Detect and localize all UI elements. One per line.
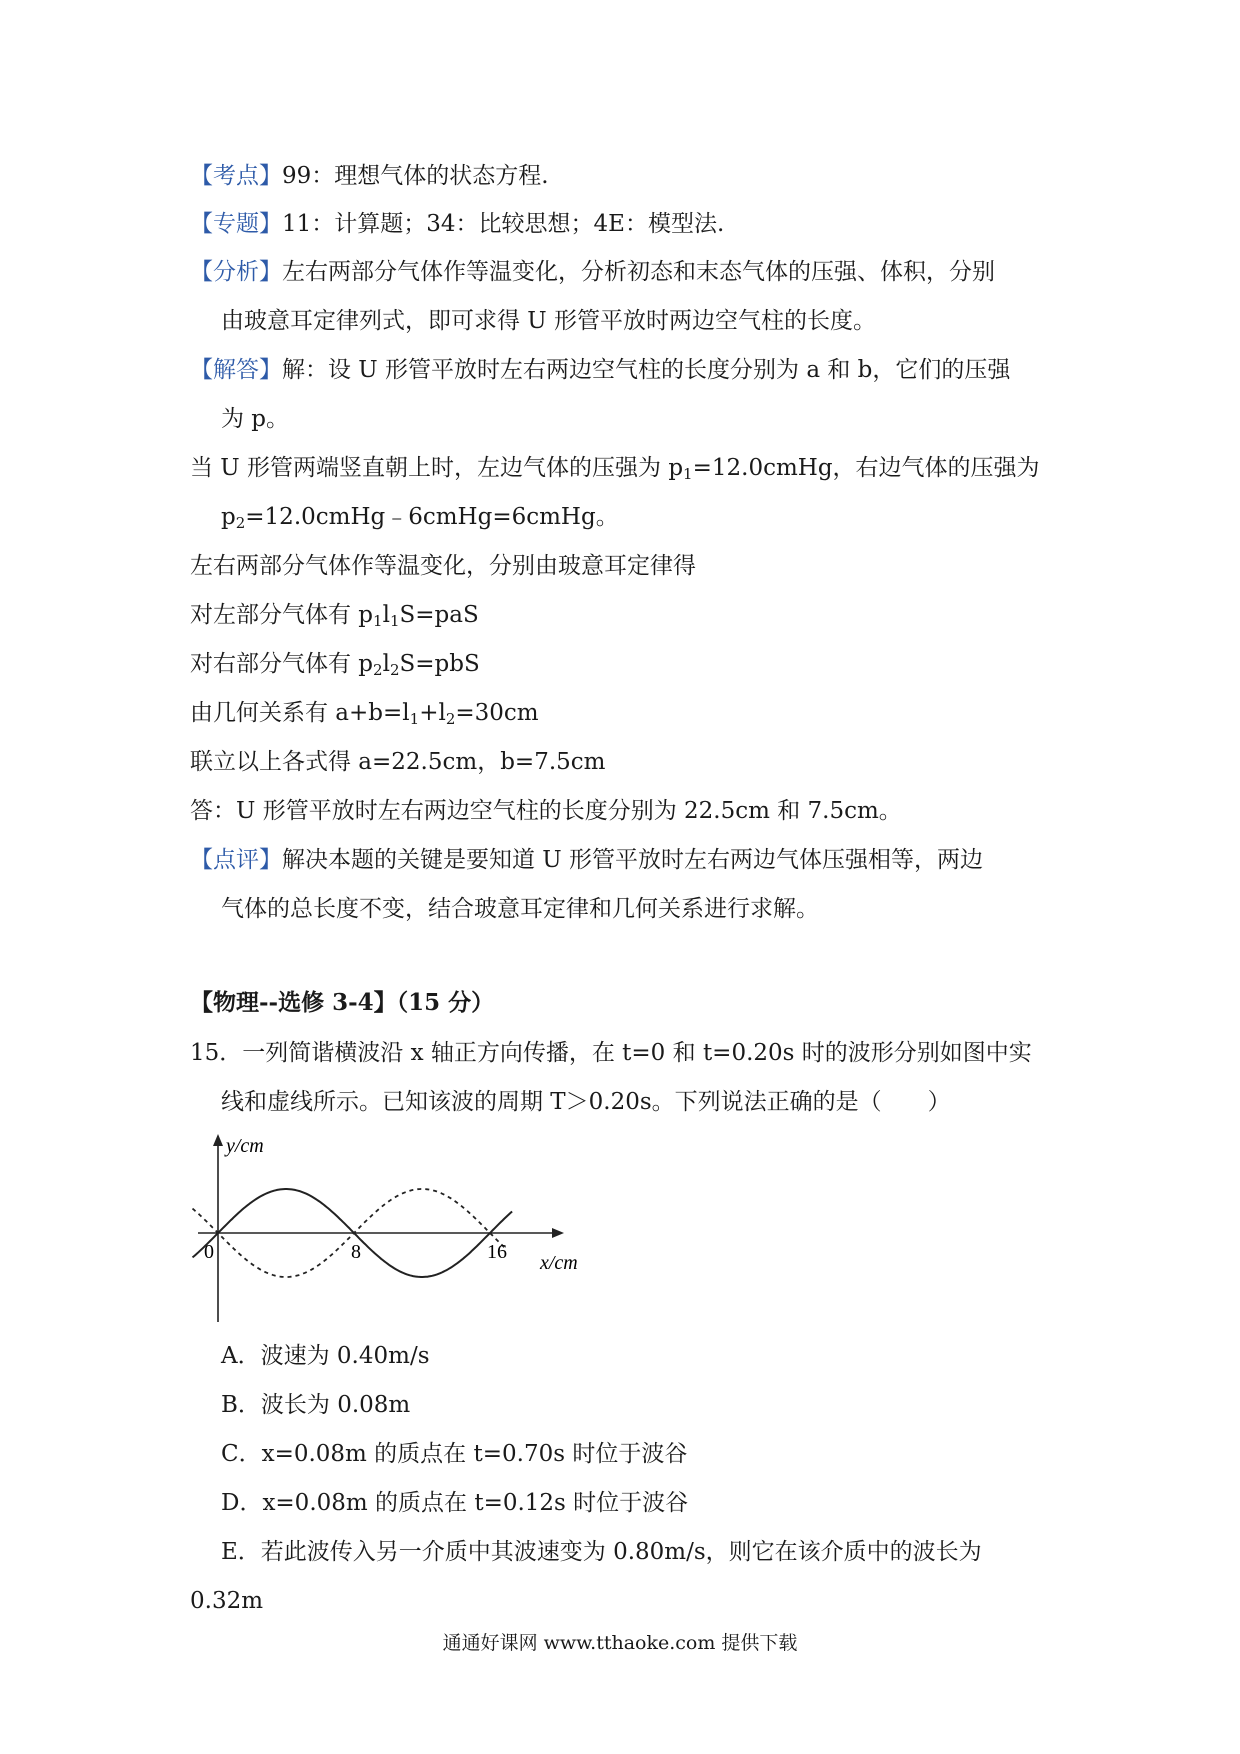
step-1b-pre: p (221, 504, 236, 530)
step-5-sub1: 1 (409, 710, 420, 728)
step-4-sub1: 2 (373, 661, 383, 679)
footer: 通通好课网 www.tthaoke.com 提供下载 (442, 1632, 798, 1654)
zhuanti-line (190, 208, 724, 240)
tick-8: 8 (351, 1241, 361, 1263)
fenxi-text-1: 左右两部分气体作等温变化，分析初态和末态气体的压强、体积，分别 (282, 259, 995, 285)
x-axis-arrow (552, 1228, 564, 1238)
question-stem-1: 15．一列简谐横波沿 x 轴正方向传播，在 t=0 和 t=0.20s 时的波形分别如图中实 (190, 1040, 1032, 1066)
step-1b (221, 501, 619, 533)
x-axis-label: x/cm (540, 1252, 578, 1274)
option-e-1: E．若此波传入另一介质中其波速变为 0.80m/s，则它在该介质中的波长为 (221, 1539, 982, 1565)
step-4 (190, 648, 480, 680)
jieda-text-1: 解：设 U 形管平放时左右两边空气柱的长度分别为 a 和 b，它们的压强 (282, 357, 1011, 383)
dianping-tag: 【点评】 (190, 847, 282, 873)
dianping-text-1: 解决本题的关键是要知道 U 形管平放时左右两边气体压强相等，两边 (282, 847, 984, 873)
fenxi-line-1 (190, 256, 995, 288)
kaodian-tag: 【考点】 (190, 163, 282, 189)
dianping-line-1 (190, 844, 983, 876)
option-c: C．x=0.08m 的质点在 t=0.70s 时位于波谷 (221, 1441, 688, 1467)
step-3-sub2: 1 (389, 612, 400, 630)
tick-16: 16 (487, 1241, 507, 1263)
jieda-line-2: 为 p。 (221, 406, 290, 432)
jieda-tag: 【解答】 (190, 357, 282, 383)
step-3 (190, 599, 479, 631)
step-6: 联立以上各式得 a=22.5cm，b=7.5cm (190, 749, 606, 775)
fenxi-tag: 【分析】 (190, 259, 282, 285)
wave-figure (190, 1130, 610, 1330)
kaodian-line (190, 160, 549, 192)
step-5-sub2: 2 (445, 710, 456, 728)
step-3-post: S=paS (399, 602, 479, 628)
fenxi-line-2: 由玻意耳定律列式，即可求得 U 形管平放时两边空气柱的长度。 (221, 308, 877, 334)
zhuanti-tag: 【专题】 (190, 211, 282, 237)
jieda-line-1 (190, 354, 1010, 386)
step-5-pre: 由几何关系有 a+b=l (190, 700, 410, 726)
step-1a (190, 452, 1040, 484)
step-4-sub2: 2 (389, 661, 400, 679)
step-1a-post: =12.0cmHg，右边气体的压强为 (692, 455, 1040, 481)
step-1b-sub: 2 (235, 514, 246, 532)
zhuanti-text: 11：计算题；34：比较思想；4E：模型法. (282, 211, 725, 237)
step-3-mid: l (382, 602, 390, 628)
step-5 (190, 697, 539, 729)
step-7: 答：U 形管平放时左右两边空气柱的长度分别为 22.5cm 和 7.5cm。 (190, 798, 902, 824)
step-4-mid: l (382, 651, 390, 677)
step-2: 左右两部分气体作等温变化，分别由玻意耳定律得 (190, 553, 696, 579)
option-a: A．波速为 0.40m/s (221, 1343, 430, 1369)
option-e-2: 0.32m (190, 1588, 264, 1614)
step-4-post: S=pbS (399, 651, 480, 677)
dianping-line-2: 气体的总长度不变，结合玻意耳定律和几何关系进行求解。 (221, 896, 819, 922)
step-4-pre: 对右部分气体有 p (190, 651, 374, 677)
y-axis-arrow (213, 1134, 223, 1146)
option-d: D．x=0.08m 的质点在 t=0.12s 时位于波谷 (221, 1490, 689, 1516)
step-3-sub1: 1 (373, 612, 383, 630)
question-stem-2: 线和虚线所示。已知该波的周期 T＞0.20s。下列说法正确的是（ ） (221, 1089, 951, 1115)
kaodian-text: 99：理想气体的状态方程. (282, 163, 549, 189)
step-1a-pre: 当 U 形管两端竖直朝上时，左边气体的压强为 p (190, 455, 684, 481)
section-header: 【物理--选修 3-4】（15 分） (190, 989, 495, 1016)
option-b: B．波长为 0.08m (221, 1392, 411, 1418)
step-5-mid: +l (419, 700, 446, 726)
step-3-pre: 对左部分气体有 p (190, 602, 374, 628)
step-1a-sub: 1 (683, 465, 693, 483)
tick-0: 0 (204, 1241, 214, 1263)
step-5-post: =30cm (455, 700, 539, 726)
y-axis-label: y/cm (226, 1135, 264, 1157)
step-1b-post: =12.0cmHg﹣6cmHg=6cmHg。 (245, 504, 619, 530)
